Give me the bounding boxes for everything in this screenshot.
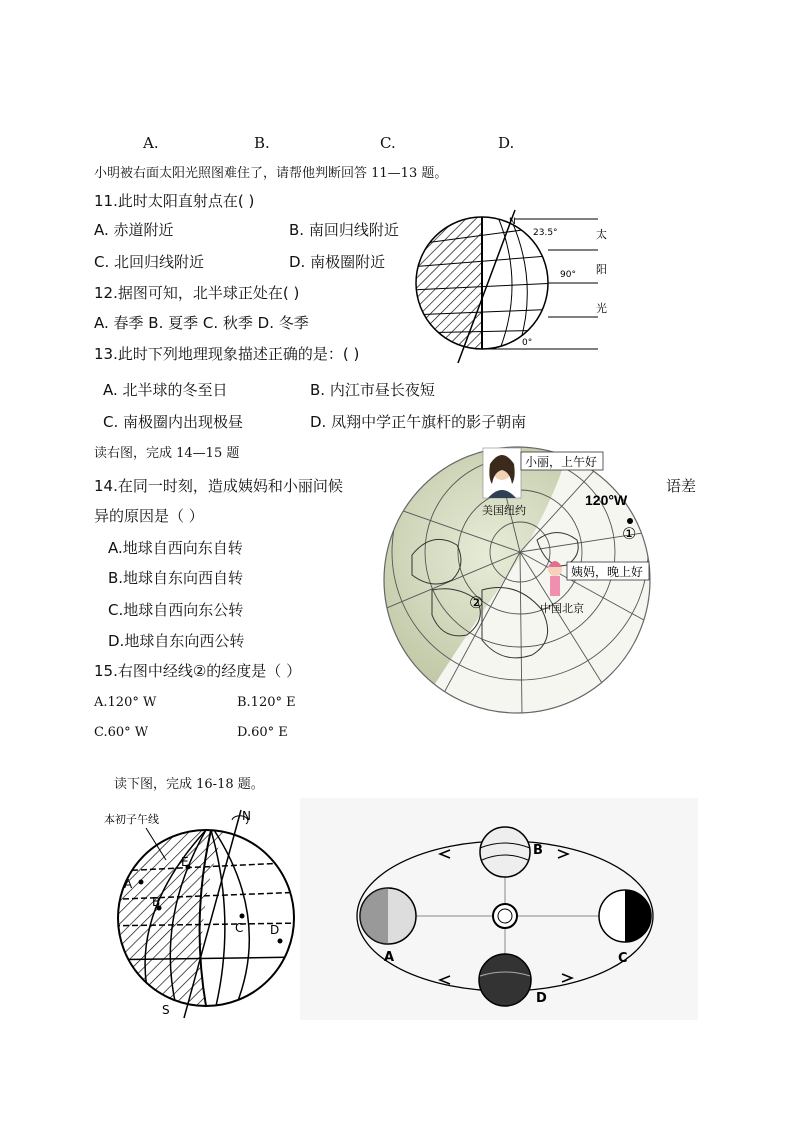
deg-90: 90° bbox=[560, 270, 576, 280]
sun-char-1: 太 bbox=[596, 228, 607, 241]
q13-b: B. 内江市昼长夜短 bbox=[310, 381, 435, 399]
meridian-1: ① bbox=[622, 524, 637, 543]
sun-char-3: 光 bbox=[596, 302, 607, 315]
orbit-b: B bbox=[533, 843, 543, 858]
q11-a: A. 赤道附近 bbox=[94, 221, 174, 239]
q15-a: A.120° W bbox=[94, 695, 157, 710]
q14-a: A.地球自西向东自转 bbox=[108, 539, 243, 557]
orbit-c: C bbox=[618, 951, 628, 966]
orbit-a: A bbox=[384, 950, 395, 965]
intro-16-18: 读下图，完成 16-18 题。 bbox=[114, 777, 264, 792]
q15-stem: 15.右图中经线②的经度是（ ） bbox=[94, 662, 302, 680]
n-label: N bbox=[509, 217, 516, 227]
q13-stem: 13.此时下列地理现象描述正确的是：( ) bbox=[94, 345, 360, 363]
meridian-2: ② bbox=[469, 593, 484, 612]
q13-a: A. 北半球的冬至日 bbox=[103, 381, 228, 399]
greeting-2: 姨妈，晚上好 bbox=[571, 565, 644, 579]
orbit-d: D bbox=[536, 991, 547, 1006]
point-a: A bbox=[124, 877, 133, 891]
deg-23: 23.5° bbox=[533, 228, 558, 238]
avatar-woman bbox=[483, 448, 521, 498]
meridian-label: 本初子午线 bbox=[104, 813, 159, 826]
point-b: B bbox=[152, 895, 161, 909]
orbit-diagram bbox=[300, 798, 698, 1020]
s-label: S bbox=[162, 1003, 170, 1017]
polar-globe-map bbox=[372, 440, 662, 715]
greeting-1: 小丽，上午好 bbox=[525, 455, 598, 469]
option-c: C. bbox=[380, 134, 396, 152]
option-b: B. bbox=[254, 134, 270, 152]
q11-c: C. 北回归线附近 bbox=[94, 253, 205, 271]
option-a: A. bbox=[143, 134, 159, 152]
q13-d: D. 凤翔中学正午旗杆的影子朝南 bbox=[310, 413, 527, 431]
q14-stem2: 异的原因是（ ） bbox=[94, 507, 204, 525]
q15-d: D.60° E bbox=[237, 725, 288, 740]
label-bj: 中国北京 bbox=[540, 602, 584, 615]
q11-d: D. 南极圈附近 bbox=[289, 253, 386, 271]
q11-b: B. 南回归线附近 bbox=[289, 221, 399, 239]
q15-c: C.60° W bbox=[94, 725, 149, 740]
label-120w: 120°W bbox=[585, 492, 628, 508]
n-label-2: N bbox=[242, 809, 251, 823]
q14-b: B.地球自东向西自转 bbox=[108, 569, 244, 587]
q14-stem-left: 14.在同一时刻，造成姨妈和小丽问候 bbox=[94, 477, 343, 495]
q15-b: B.120° E bbox=[237, 695, 296, 710]
point-e: E bbox=[181, 855, 189, 869]
q14-d: D.地球自东向西公转 bbox=[108, 632, 245, 650]
intro-14-15: 读右图，完成 14—15 题 bbox=[94, 446, 240, 461]
q11-stem: 11.此时太阳直射点在( ) bbox=[94, 192, 255, 210]
q13-c: C. 南极圈内出现极昼 bbox=[103, 413, 244, 431]
point-c: C bbox=[235, 921, 244, 935]
intro-11-13: 小明被右面太阳光照图难住了，请帮他判断回答 11—13 题。 bbox=[94, 166, 448, 181]
point-d: D bbox=[270, 923, 280, 937]
q12-stem: 12.据图可知，北半球正处在( ) bbox=[94, 284, 300, 302]
option-d: D. bbox=[498, 134, 515, 152]
prime-meridian-globe bbox=[96, 800, 306, 1022]
sun-char-2: 阳 bbox=[596, 263, 607, 276]
q14-stem-right: 语差 bbox=[666, 477, 697, 495]
illumination-diagram bbox=[410, 205, 610, 365]
q14-c: C.地球自西向东公转 bbox=[108, 601, 244, 619]
label-ny: 美国纽约 bbox=[482, 504, 526, 517]
deg-0: 0° bbox=[522, 338, 533, 348]
q12-options: A. 春季 B. 夏季 C. 秋季 D. 冬季 bbox=[94, 314, 309, 332]
avatar-girl bbox=[548, 561, 562, 596]
